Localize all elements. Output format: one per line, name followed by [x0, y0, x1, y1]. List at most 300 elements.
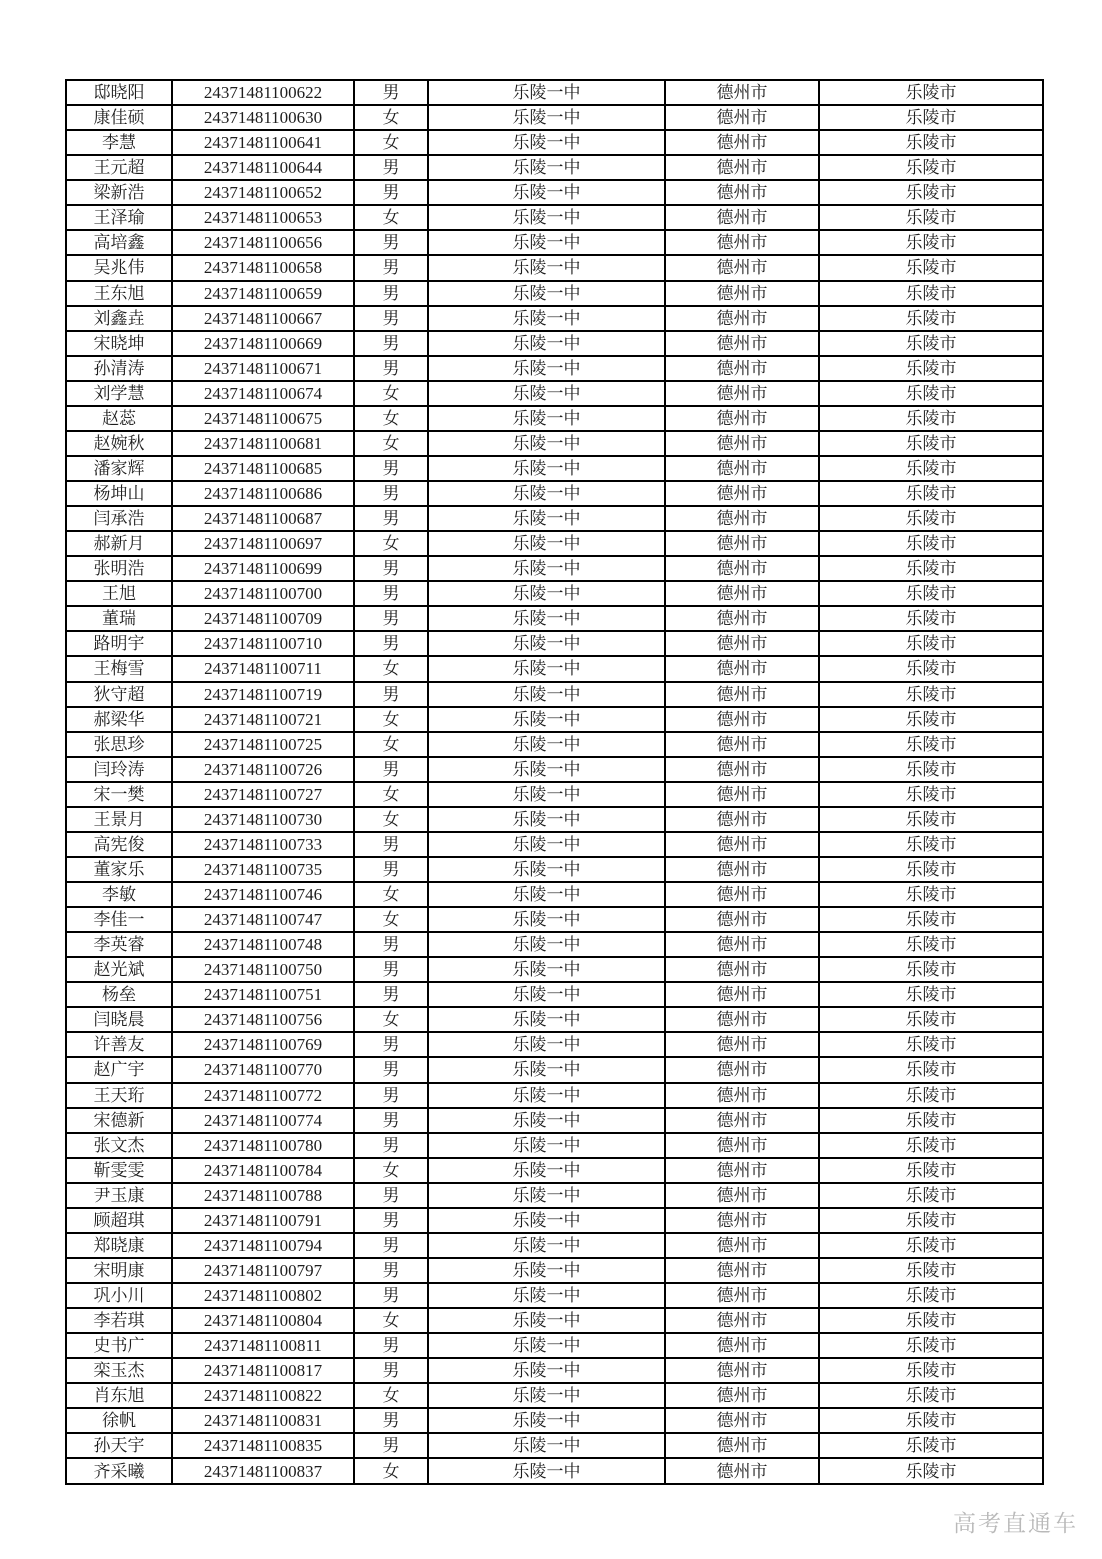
cell-name: 许善友 — [66, 1032, 172, 1057]
cell-city: 德州市 — [665, 982, 819, 1007]
cell-name: 李敏 — [66, 882, 172, 907]
cell-city: 德州市 — [665, 1383, 819, 1408]
cell-county: 乐陵市 — [819, 1133, 1043, 1158]
cell-exam-number: 24371481100721 — [172, 707, 354, 732]
cell-gender: 女 — [354, 431, 428, 456]
cell-county: 乐陵市 — [819, 130, 1043, 155]
cell-gender: 女 — [354, 656, 428, 681]
cell-name: 孙清涛 — [66, 356, 172, 381]
cell-exam-number: 24371481100681 — [172, 431, 354, 456]
cell-exam-number: 24371481100802 — [172, 1283, 354, 1308]
cell-school: 乐陵一中 — [428, 1133, 665, 1158]
cell-school: 乐陵一中 — [428, 832, 665, 857]
cell-city: 德州市 — [665, 1283, 819, 1308]
table-row — [66, 1233, 1043, 1258]
cell-school: 乐陵一中 — [428, 1358, 665, 1383]
cell-county: 乐陵市 — [819, 832, 1043, 857]
cell-gender: 女 — [354, 1383, 428, 1408]
cell-county: 乐陵市 — [819, 255, 1043, 280]
cell-exam-number: 24371481100711 — [172, 656, 354, 681]
cell-name: 王景月 — [66, 807, 172, 832]
cell-name: 高宪俊 — [66, 832, 172, 857]
cell-name: 宋一樊 — [66, 782, 172, 807]
cell-gender: 女 — [354, 105, 428, 130]
cell-gender: 男 — [354, 1057, 428, 1082]
table-row — [66, 1083, 1043, 1108]
table-row — [66, 281, 1043, 306]
cell-name: 栾玉杰 — [66, 1358, 172, 1383]
table-row — [66, 1408, 1043, 1433]
cell-exam-number: 24371481100797 — [172, 1258, 354, 1283]
cell-county: 乐陵市 — [819, 1108, 1043, 1133]
cell-name: 郝新月 — [66, 531, 172, 556]
cell-county: 乐陵市 — [819, 556, 1043, 581]
table-row — [66, 1458, 1043, 1484]
cell-city: 德州市 — [665, 1433, 819, 1458]
cell-school: 乐陵一中 — [428, 80, 665, 105]
cell-exam-number: 24371481100835 — [172, 1433, 354, 1458]
table-row — [66, 130, 1043, 155]
table-row — [66, 1308, 1043, 1333]
cell-county: 乐陵市 — [819, 1333, 1043, 1358]
cell-school: 乐陵一中 — [428, 456, 665, 481]
cell-exam-number: 24371481100794 — [172, 1233, 354, 1258]
table-row — [66, 381, 1043, 406]
cell-gender: 男 — [354, 306, 428, 331]
cell-school: 乐陵一中 — [428, 707, 665, 732]
cell-county: 乐陵市 — [819, 757, 1043, 782]
cell-name: 郑晓康 — [66, 1233, 172, 1258]
cell-exam-number: 24371481100658 — [172, 255, 354, 280]
cell-exam-number: 24371481100748 — [172, 932, 354, 957]
cell-county: 乐陵市 — [819, 1007, 1043, 1032]
cell-exam-number: 24371481100804 — [172, 1308, 354, 1333]
cell-exam-number: 24371481100791 — [172, 1208, 354, 1233]
table-row — [66, 1258, 1043, 1283]
cell-school: 乐陵一中 — [428, 631, 665, 656]
cell-gender: 男 — [354, 331, 428, 356]
cell-name: 赵婉秋 — [66, 431, 172, 456]
cell-name: 潘家辉 — [66, 456, 172, 481]
cell-city: 德州市 — [665, 1358, 819, 1383]
cell-name: 杨垒 — [66, 982, 172, 1007]
cell-exam-number: 24371481100788 — [172, 1183, 354, 1208]
cell-city: 德州市 — [665, 155, 819, 180]
cell-city: 德州市 — [665, 631, 819, 656]
cell-school: 乐陵一中 — [428, 1283, 665, 1308]
cell-county: 乐陵市 — [819, 606, 1043, 631]
cell-exam-number: 24371481100769 — [172, 1032, 354, 1057]
cell-school: 乐陵一中 — [428, 155, 665, 180]
cell-county: 乐陵市 — [819, 907, 1043, 932]
cell-exam-number: 24371481100725 — [172, 732, 354, 757]
cell-school: 乐陵一中 — [428, 531, 665, 556]
cell-city: 德州市 — [665, 1233, 819, 1258]
cell-name: 尹玉康 — [66, 1183, 172, 1208]
cell-county: 乐陵市 — [819, 631, 1043, 656]
cell-gender: 男 — [354, 80, 428, 105]
cell-city: 德州市 — [665, 180, 819, 205]
table-row — [66, 155, 1043, 180]
cell-school: 乐陵一中 — [428, 1458, 665, 1484]
cell-exam-number: 24371481100686 — [172, 481, 354, 506]
cell-gender: 男 — [354, 982, 428, 1007]
cell-county: 乐陵市 — [819, 80, 1043, 105]
cell-county: 乐陵市 — [819, 1158, 1043, 1183]
cell-exam-number: 24371481100727 — [172, 782, 354, 807]
cell-name: 赵光斌 — [66, 957, 172, 982]
cell-school: 乐陵一中 — [428, 1383, 665, 1408]
cell-county: 乐陵市 — [819, 531, 1043, 556]
cell-city: 德州市 — [665, 331, 819, 356]
cell-county: 乐陵市 — [819, 1433, 1043, 1458]
cell-city: 德州市 — [665, 1458, 819, 1484]
cell-gender: 男 — [354, 832, 428, 857]
cell-school: 乐陵一中 — [428, 1057, 665, 1082]
cell-gender: 男 — [354, 682, 428, 707]
cell-name: 王旭 — [66, 581, 172, 606]
cell-county: 乐陵市 — [819, 1358, 1043, 1383]
table-row — [66, 1283, 1043, 1308]
cell-county: 乐陵市 — [819, 406, 1043, 431]
table-row — [66, 606, 1043, 631]
cell-exam-number: 24371481100669 — [172, 331, 354, 356]
cell-city: 德州市 — [665, 882, 819, 907]
cell-gender: 女 — [354, 732, 428, 757]
cell-gender: 女 — [354, 707, 428, 732]
cell-exam-number: 24371481100822 — [172, 1383, 354, 1408]
cell-school: 乐陵一中 — [428, 130, 665, 155]
cell-name: 高培鑫 — [66, 230, 172, 255]
table-row — [66, 1358, 1043, 1383]
cell-city: 德州市 — [665, 105, 819, 130]
cell-name: 闫晓晨 — [66, 1007, 172, 1032]
cell-city: 德州市 — [665, 506, 819, 531]
cell-school: 乐陵一中 — [428, 606, 665, 631]
cell-school: 乐陵一中 — [428, 957, 665, 982]
cell-school: 乐陵一中 — [428, 205, 665, 230]
cell-city: 德州市 — [665, 381, 819, 406]
table-row — [66, 456, 1043, 481]
cell-school: 乐陵一中 — [428, 581, 665, 606]
cell-school: 乐陵一中 — [428, 732, 665, 757]
cell-name: 吴兆伟 — [66, 255, 172, 280]
cell-city: 德州市 — [665, 1408, 819, 1433]
cell-exam-number: 24371481100746 — [172, 882, 354, 907]
cell-gender: 男 — [354, 356, 428, 381]
cell-gender: 男 — [354, 481, 428, 506]
cell-exam-number: 24371481100817 — [172, 1358, 354, 1383]
cell-exam-number: 24371481100685 — [172, 456, 354, 481]
cell-name: 徐帆 — [66, 1408, 172, 1433]
cell-county: 乐陵市 — [819, 957, 1043, 982]
cell-name: 董家乐 — [66, 857, 172, 882]
table-row — [66, 757, 1043, 782]
cell-county: 乐陵市 — [819, 331, 1043, 356]
cell-county: 乐陵市 — [819, 1258, 1043, 1283]
cell-exam-number: 24371481100622 — [172, 80, 354, 105]
cell-name: 李慧 — [66, 130, 172, 155]
table-row — [66, 306, 1043, 331]
cell-gender: 女 — [354, 1458, 428, 1484]
cell-gender: 男 — [354, 757, 428, 782]
table-row — [66, 682, 1043, 707]
cell-county: 乐陵市 — [819, 807, 1043, 832]
cell-city: 德州市 — [665, 832, 819, 857]
cell-school: 乐陵一中 — [428, 255, 665, 280]
cell-name: 靳雯雯 — [66, 1158, 172, 1183]
cell-gender: 男 — [354, 155, 428, 180]
table-row — [66, 531, 1043, 556]
cell-county: 乐陵市 — [819, 506, 1043, 531]
table-row — [66, 1183, 1043, 1208]
cell-city: 德州市 — [665, 1183, 819, 1208]
cell-county: 乐陵市 — [819, 456, 1043, 481]
table-row — [66, 1057, 1043, 1082]
cell-gender: 男 — [354, 1333, 428, 1358]
cell-county: 乐陵市 — [819, 105, 1043, 130]
cell-name: 闫玲涛 — [66, 757, 172, 782]
table-row — [66, 782, 1043, 807]
cell-school: 乐陵一中 — [428, 381, 665, 406]
cell-gender: 女 — [354, 882, 428, 907]
table-row — [66, 907, 1043, 932]
cell-exam-number: 24371481100770 — [172, 1057, 354, 1082]
student-table — [65, 79, 1044, 1485]
cell-gender: 男 — [354, 606, 428, 631]
cell-name: 赵蕊 — [66, 406, 172, 431]
cell-county: 乐陵市 — [819, 431, 1043, 456]
cell-school: 乐陵一中 — [428, 907, 665, 932]
cell-school: 乐陵一中 — [428, 656, 665, 681]
cell-school: 乐陵一中 — [428, 757, 665, 782]
cell-county: 乐陵市 — [819, 155, 1043, 180]
cell-name: 王梅雪 — [66, 656, 172, 681]
table-row — [66, 105, 1043, 130]
table-row — [66, 1133, 1043, 1158]
table-row — [66, 732, 1043, 757]
cell-school: 乐陵一中 — [428, 982, 665, 1007]
cell-exam-number: 24371481100652 — [172, 180, 354, 205]
cell-city: 德州市 — [665, 1333, 819, 1358]
table-row — [66, 506, 1043, 531]
cell-school: 乐陵一中 — [428, 1108, 665, 1133]
cell-name: 刘学慧 — [66, 381, 172, 406]
cell-gender: 男 — [354, 255, 428, 280]
cell-city: 德州市 — [665, 130, 819, 155]
cell-name: 李英睿 — [66, 932, 172, 957]
cell-city: 德州市 — [665, 205, 819, 230]
cell-school: 乐陵一中 — [428, 882, 665, 907]
cell-gender: 男 — [354, 1433, 428, 1458]
cell-city: 德州市 — [665, 356, 819, 381]
cell-name: 宋明康 — [66, 1258, 172, 1283]
cell-city: 德州市 — [665, 431, 819, 456]
cell-exam-number: 24371481100630 — [172, 105, 354, 130]
cell-exam-number: 24371481100659 — [172, 281, 354, 306]
cell-exam-number: 24371481100656 — [172, 230, 354, 255]
cell-city: 德州市 — [665, 1083, 819, 1108]
cell-gender: 男 — [354, 1208, 428, 1233]
cell-name: 邸晓阳 — [66, 80, 172, 105]
cell-gender: 女 — [354, 782, 428, 807]
cell-exam-number: 24371481100735 — [172, 857, 354, 882]
cell-gender: 男 — [354, 581, 428, 606]
cell-school: 乐陵一中 — [428, 1032, 665, 1057]
cell-county: 乐陵市 — [819, 656, 1043, 681]
watermark-text: 高考直通车 — [953, 1510, 1078, 1536]
table-row — [66, 707, 1043, 732]
cell-gender: 女 — [354, 381, 428, 406]
cell-exam-number: 24371481100687 — [172, 506, 354, 531]
cell-exam-number: 24371481100831 — [172, 1408, 354, 1433]
cell-city: 德州市 — [665, 757, 819, 782]
cell-school: 乐陵一中 — [428, 1083, 665, 1108]
cell-city: 德州市 — [665, 1133, 819, 1158]
table-row — [66, 957, 1043, 982]
cell-exam-number: 24371481100719 — [172, 682, 354, 707]
cell-exam-number: 24371481100811 — [172, 1333, 354, 1358]
cell-exam-number: 24371481100780 — [172, 1133, 354, 1158]
cell-school: 乐陵一中 — [428, 356, 665, 381]
cell-school: 乐陵一中 — [428, 682, 665, 707]
cell-city: 德州市 — [665, 1032, 819, 1057]
cell-name: 齐采曦 — [66, 1458, 172, 1484]
cell-exam-number: 24371481100674 — [172, 381, 354, 406]
cell-school: 乐陵一中 — [428, 782, 665, 807]
table-row — [66, 1108, 1043, 1133]
cell-city: 德州市 — [665, 907, 819, 932]
cell-name: 巩小川 — [66, 1283, 172, 1308]
cell-city: 德州市 — [665, 957, 819, 982]
cell-exam-number: 24371481100667 — [172, 306, 354, 331]
cell-school: 乐陵一中 — [428, 506, 665, 531]
cell-school: 乐陵一中 — [428, 1258, 665, 1283]
cell-school: 乐陵一中 — [428, 1308, 665, 1333]
cell-city: 德州市 — [665, 531, 819, 556]
cell-gender: 男 — [354, 1283, 428, 1308]
cell-school: 乐陵一中 — [428, 431, 665, 456]
cell-exam-number: 24371481100671 — [172, 356, 354, 381]
cell-city: 德州市 — [665, 80, 819, 105]
cell-county: 乐陵市 — [819, 180, 1043, 205]
cell-city: 德州市 — [665, 1258, 819, 1283]
cell-gender: 女 — [354, 130, 428, 155]
cell-exam-number: 24371481100709 — [172, 606, 354, 631]
cell-city: 德州市 — [665, 255, 819, 280]
cell-exam-number: 24371481100774 — [172, 1108, 354, 1133]
cell-school: 乐陵一中 — [428, 1208, 665, 1233]
cell-county: 乐陵市 — [819, 1032, 1043, 1057]
cell-county: 乐陵市 — [819, 732, 1043, 757]
cell-county: 乐陵市 — [819, 1183, 1043, 1208]
cell-school: 乐陵一中 — [428, 857, 665, 882]
cell-gender: 女 — [354, 1158, 428, 1183]
cell-city: 德州市 — [665, 1208, 819, 1233]
cell-school: 乐陵一中 — [428, 807, 665, 832]
cell-gender: 男 — [354, 1133, 428, 1158]
cell-name: 张文杰 — [66, 1133, 172, 1158]
cell-gender: 男 — [354, 1358, 428, 1383]
cell-county: 乐陵市 — [819, 1208, 1043, 1233]
cell-gender: 女 — [354, 907, 428, 932]
table-row — [66, 832, 1043, 857]
cell-county: 乐陵市 — [819, 281, 1043, 306]
table-row — [66, 356, 1043, 381]
cell-name: 肖东旭 — [66, 1383, 172, 1408]
cell-name: 宋晓坤 — [66, 331, 172, 356]
table-row — [66, 180, 1043, 205]
cell-county: 乐陵市 — [819, 230, 1043, 255]
cell-name: 杨坤山 — [66, 481, 172, 506]
cell-county: 乐陵市 — [819, 306, 1043, 331]
cell-exam-number: 24371481100653 — [172, 205, 354, 230]
cell-exam-number: 24371481100747 — [172, 907, 354, 932]
table-row — [66, 230, 1043, 255]
cell-city: 德州市 — [665, 932, 819, 957]
cell-county: 乐陵市 — [819, 1408, 1043, 1433]
table-row — [66, 1032, 1043, 1057]
cell-exam-number: 24371481100784 — [172, 1158, 354, 1183]
table-row — [66, 255, 1043, 280]
cell-exam-number: 24371481100733 — [172, 832, 354, 857]
cell-gender: 男 — [354, 456, 428, 481]
cell-city: 德州市 — [665, 1308, 819, 1333]
cell-city: 德州市 — [665, 606, 819, 631]
cell-school: 乐陵一中 — [428, 1333, 665, 1358]
cell-school: 乐陵一中 — [428, 1183, 665, 1208]
cell-gender: 女 — [354, 205, 428, 230]
cell-gender: 男 — [354, 281, 428, 306]
cell-school: 乐陵一中 — [428, 556, 665, 581]
cell-county: 乐陵市 — [819, 1083, 1043, 1108]
cell-city: 德州市 — [665, 707, 819, 732]
cell-county: 乐陵市 — [819, 1233, 1043, 1258]
cell-gender: 男 — [354, 631, 428, 656]
cell-city: 德州市 — [665, 1007, 819, 1032]
cell-gender: 男 — [354, 1233, 428, 1258]
cell-name: 孙天宇 — [66, 1433, 172, 1458]
cell-name: 康佳硕 — [66, 105, 172, 130]
cell-city: 德州市 — [665, 230, 819, 255]
cell-county: 乐陵市 — [819, 581, 1043, 606]
cell-city: 德州市 — [665, 1057, 819, 1082]
table-row — [66, 982, 1043, 1007]
cell-county: 乐陵市 — [819, 782, 1043, 807]
cell-county: 乐陵市 — [819, 356, 1043, 381]
cell-school: 乐陵一中 — [428, 230, 665, 255]
cell-name: 王元超 — [66, 155, 172, 180]
table-row — [66, 857, 1043, 882]
table-row — [66, 1007, 1043, 1032]
table-row — [66, 481, 1043, 506]
cell-city: 德州市 — [665, 732, 819, 757]
table-row — [66, 406, 1043, 431]
cell-gender: 男 — [354, 1258, 428, 1283]
cell-gender: 男 — [354, 932, 428, 957]
cell-name: 王天珩 — [66, 1083, 172, 1108]
cell-name: 宋德新 — [66, 1108, 172, 1133]
cell-county: 乐陵市 — [819, 1308, 1043, 1333]
table-row — [66, 932, 1043, 957]
table-row — [66, 581, 1043, 606]
cell-name: 狄守超 — [66, 682, 172, 707]
cell-exam-number: 24371481100751 — [172, 982, 354, 1007]
cell-school: 乐陵一中 — [428, 1007, 665, 1032]
table-row — [66, 1433, 1043, 1458]
cell-school: 乐陵一中 — [428, 331, 665, 356]
table-row — [66, 807, 1043, 832]
